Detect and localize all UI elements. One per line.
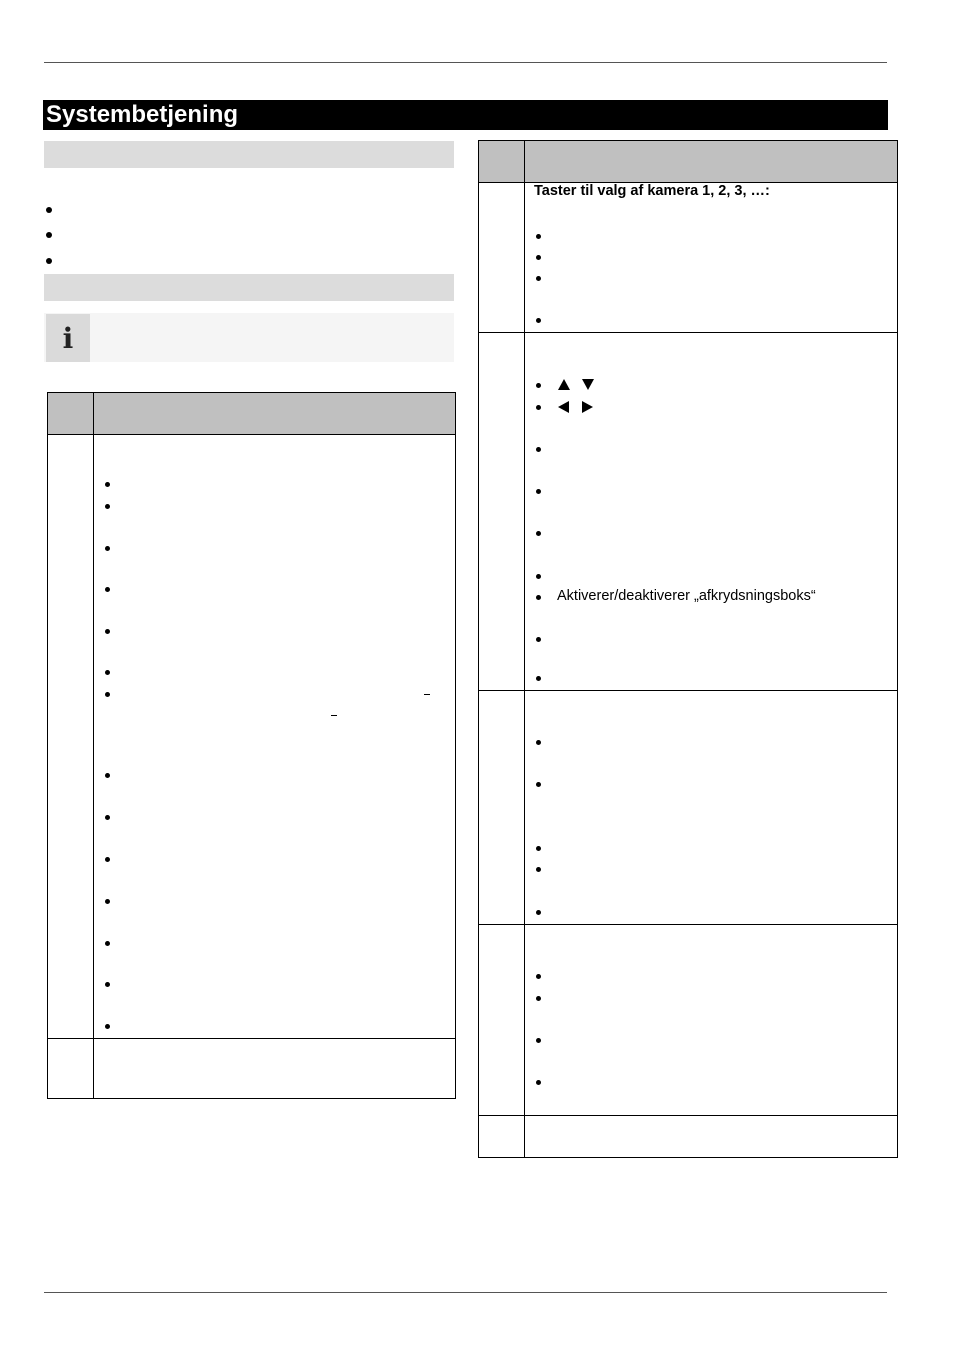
table-bullet xyxy=(536,846,541,851)
table-bullet xyxy=(105,899,110,904)
list-bullet xyxy=(46,232,52,238)
right-table-row-line xyxy=(479,332,897,333)
table-bullet xyxy=(105,815,110,820)
right-table xyxy=(478,140,898,1158)
subsection-band-2 xyxy=(44,274,454,301)
table-bullet xyxy=(536,447,541,452)
dash-mark xyxy=(424,694,430,695)
arrow-up-icon xyxy=(558,379,570,390)
table-bullet xyxy=(105,587,110,592)
table-bullet xyxy=(105,773,110,778)
table-bullet xyxy=(536,574,541,579)
list-bullet xyxy=(46,207,52,213)
table-bullet xyxy=(536,676,541,681)
table-bullet xyxy=(105,546,110,551)
table-bullet xyxy=(105,1024,110,1029)
left-table-row-line xyxy=(48,1038,455,1039)
table-bullet xyxy=(536,489,541,494)
page-title: Systembetjening xyxy=(43,100,888,130)
right-table-header xyxy=(479,141,897,183)
right-table-row-line xyxy=(479,1115,897,1116)
table-bullet xyxy=(536,595,541,600)
table-bullet xyxy=(105,692,110,697)
table-bullet xyxy=(536,531,541,536)
table-bullet xyxy=(536,910,541,915)
left-table-divider xyxy=(93,393,94,1098)
table-bullet xyxy=(105,941,110,946)
table-bullet xyxy=(105,504,110,509)
table-bullet xyxy=(105,670,110,675)
table-bullet xyxy=(536,234,541,239)
table-bullet xyxy=(536,1080,541,1085)
table-bullet xyxy=(536,383,541,388)
subsection-band-1 xyxy=(44,141,454,168)
left-table-header xyxy=(48,393,455,435)
table-bullet xyxy=(536,276,541,281)
table-bullet xyxy=(105,982,110,987)
info-icon: i xyxy=(46,314,90,362)
table-bullet xyxy=(536,996,541,1001)
right-table-divider xyxy=(524,141,525,1157)
header-rule xyxy=(44,62,887,63)
right-table-row-line xyxy=(479,924,897,925)
table-bullet xyxy=(536,1038,541,1043)
info-note xyxy=(44,313,454,362)
table-bullet xyxy=(536,405,541,410)
footer-rule xyxy=(44,1292,887,1293)
table-bullet xyxy=(536,782,541,787)
table-bullet xyxy=(105,482,110,487)
arrow-left-icon xyxy=(558,401,569,413)
table-bullet xyxy=(536,740,541,745)
list-bullet xyxy=(46,258,52,264)
checkbox-toggle-text: Aktiverer/deaktiverer „afkrydsningsboks“ xyxy=(557,588,816,604)
right-table-row-line xyxy=(479,690,897,691)
table-bullet xyxy=(536,255,541,260)
table-bullet xyxy=(536,318,541,323)
table-bullet xyxy=(536,637,541,642)
left-table xyxy=(47,392,456,1099)
table-bullet xyxy=(105,629,110,634)
arrow-down-icon xyxy=(582,379,594,390)
dash-mark xyxy=(331,715,337,716)
table-bullet xyxy=(105,857,110,862)
camera-keys-heading: Taster til valg af kamera 1, 2, 3, …: xyxy=(534,183,770,199)
table-bullet xyxy=(536,867,541,872)
table-bullet xyxy=(536,974,541,979)
arrow-right-icon xyxy=(582,401,593,413)
